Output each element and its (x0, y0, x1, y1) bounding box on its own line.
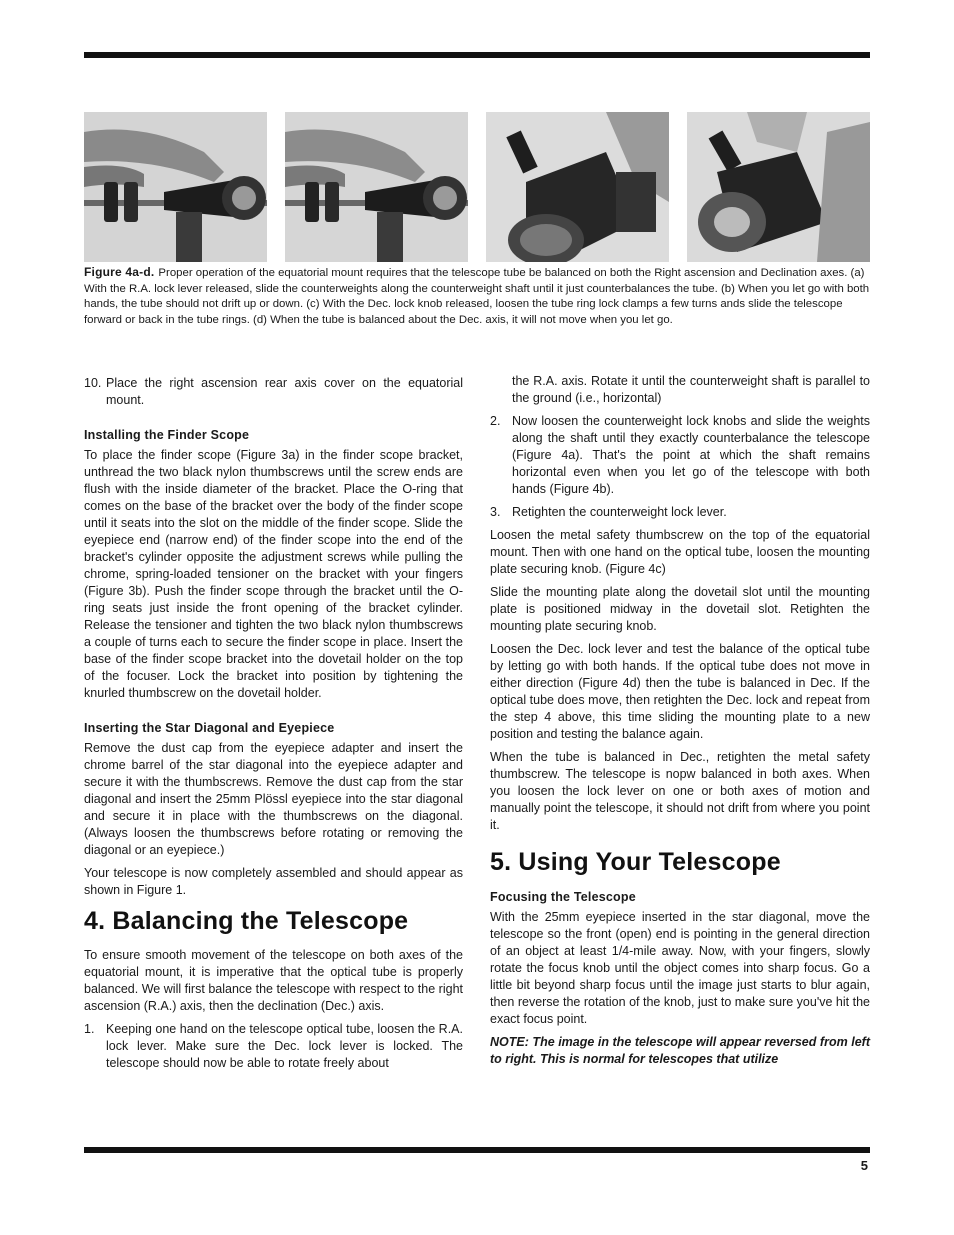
list-item (84, 1021, 463, 1072)
finder-paragraph: To place the finder scope (Figure 3a) in the finder scope bracket, unthread the two black nylon thumbscrews until the screw ends are flush with the inside diameter of the bracket. Place the O-ring that comes on the base of the bracket over the body of the finder scope until it seats into the slot on the middle of the finder scope. Slide the eyepiece end (narrow end) of the finder scope into the end of the bracket's cylinder opposite the adjustment screws while pulling the chrome, spring-loaded tensioner on the bracket with your fingers (Figure 3b). Push the finder scope through the bracket until the O-ring seats just inside the front opening of the bracket cylinder. Release the tensioner and tighten the two black nylon thumbscrews a couple of turns each to secure the finder scope in place. Insert the base of the finder scope bracket into the dovetail holder on the top of the focuser. Lock the bracket into position by tightening the knurled thumbscrew on the dovetail holder. (84, 448, 463, 700)
item-text: Keeping one hand on the telescope optical tube, loosen the R.A. lock lever. Make sure the Dec. lock lever is locked. The telescope should now be able to rotate freely about (106, 1022, 463, 1070)
section-5-title: 5. Using Your Telescope (490, 848, 781, 876)
focus-heading: Focusing the Telescope (490, 890, 636, 904)
list-item (490, 504, 870, 521)
section-4-title: 4. Balancing the Telescope (84, 907, 409, 935)
step-1-continuation: the R.A. axis. Rotate it until the counterweight shaft is parallel to the ground (i.e., horizontal) (512, 374, 870, 405)
paragraph: Slide the mounting plate along the dovetail slot until the mounting plate is positioned midway in the dovetail slot. Retighten the mounting plate securing knob. (490, 585, 870, 633)
list-item (490, 413, 870, 498)
figure-4a-photo (84, 112, 267, 262)
item-text: Now loosen the counterweight lock knobs and slide the weights along the shaft until they exactly counterbalance the telescope (Figure 4a). That's the point at which the shaft remains horizontal even when you let go of the telescope with both hands (Figure 4b). (512, 414, 870, 496)
diagonal-paragraph: Remove the dust cap from the eyepiece adapter and insert the chrome barrel of the star diagonal into the eyepiece adapter and secure it with the thumbscrews. Remove the dust cap from the star diagonal and insert the 25mm Plössl eyepiece into the star diagonal and secure it in place with the thumbscrews on the diagonal. (Always loosen the thumbscrews before rotating or removing the diagonal or an eyepiece.) (84, 741, 463, 857)
figure-caption-text: Proper operation of the equatorial mount requires that the telescope tube be balanced on both the Right ascension and Declination axes. (a) With the R.A. lock lever released, slide the counterweights along the counterweight shaft until it just counterbalances the tube. (b) When you let go with both hands, the tube should not drift up or down. (c) With the Dec. lock knob released, loosen the tube ring lock clamps a few turns ands slide the telescope forward or back in the tube rings. (d) When the tube is balanced about the Dec. axis, it will not move when you let go. (84, 267, 870, 326)
diagonal-heading: Inserting the Star Diagonal and Eyepiece (84, 721, 335, 735)
section-4-intro: To ensure smooth movement of the telescope on both axes of the equatorial mount, it is imperative that the optical tube is properly balanced. We will first balance the telescope with respect to the right ascension (R.A.) axis, then the declination (Dec.) axis. (84, 948, 463, 1013)
item-number: 2. (490, 414, 501, 428)
right-column (490, 373, 870, 1074)
figure-caption (84, 265, 870, 328)
figure-4d-photo (687, 112, 870, 262)
figure-4c-photo (486, 112, 669, 262)
paragraph: Loosen the metal safety thumbscrew on the top of the equatorial mount. Then with one hand on the optical tube, loosen the mounting plate securing knob. (Figure 4c) (490, 528, 870, 576)
item-text: Retighten the counterweight lock lever. (512, 505, 727, 519)
page-number: 5 (860, 1158, 868, 1173)
item-number: 1. (84, 1022, 95, 1036)
left-column (84, 375, 463, 1078)
item-text: Place the right ascension rear axis cover on the equatorial mount. (106, 376, 463, 407)
figure-label: Figure 4a-d. (84, 265, 155, 279)
finder-heading: Installing the Finder Scope (84, 428, 250, 442)
paragraph: When the tube is balanced in Dec., retighten the metal safety thumbscrew. The telescope is nopw balanced in both axes. When you loosen the lock lever on one or both axes of motion and manually point the telescope, it should not drift from where you point it. (490, 750, 870, 832)
assembled-paragraph: Your telescope is now completely assembled and should appear as shown in Figure 1. (84, 866, 463, 897)
figure-4b-photo (285, 112, 468, 262)
paragraph: Loosen the Dec. lock lever and test the balance of the optical tube by letting go with both hands. If the optical tube does not move in either direction (Figure 4d) then the tube is balanced in Dec. If the optical tube does move, then retighten the Dec. lock and repeat from the step 4 above, this time sliding the mounting plate to a new position and testing the balance again. (490, 642, 870, 741)
focus-paragraph: With the 25mm eyepiece inserted in the star diagonal, move the telescope so the front (open) end is pointing in the general direction of an object at least 1/4-mile away. Now, with your fingers, slowly rotate the focus knob until the object comes into sharp focus. Go a little bit beyond sharp focus until the image just starts to blur again, then reverse the rotation of the knob, just to make sure you've hit the exact focus point. (490, 910, 870, 1026)
note-paragraph: NOTE: The image in the telescope will appear reversed from left to right. This is normal for telescopes that utilize (490, 1035, 870, 1066)
top-rule (84, 52, 870, 58)
item-number: 3. (490, 505, 501, 519)
item-number: 10. (84, 376, 102, 390)
bottom-rule (84, 1147, 870, 1153)
list-item (84, 375, 463, 409)
